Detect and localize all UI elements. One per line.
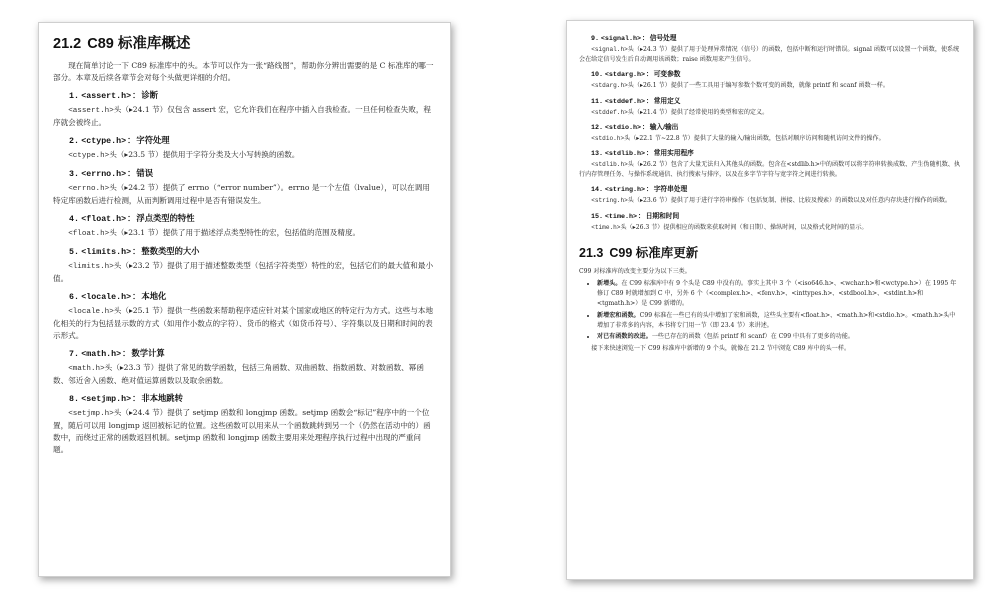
- header-code: <locale.h>: [68, 308, 114, 316]
- header-code: <string.h>: [591, 197, 628, 205]
- right-page: [566, 20, 974, 580]
- header-description-text: 头（▸24.1 节）仅包含 assert 宏，它允许我们在程序中插入自我检查。一旦任何检查失败，程序就会被终止。: [53, 105, 432, 127]
- header-code: <setjmp.h>: [68, 410, 114, 418]
- header-number: 8.: [69, 395, 79, 404]
- header-title: 常用定义: [653, 97, 681, 105]
- header-title: 诊断: [141, 90, 158, 100]
- header-title: 可变参数: [653, 71, 681, 79]
- section-title-21-2: [53, 32, 436, 53]
- header-code: <ctype.h>: [68, 152, 110, 160]
- header-description-text: 头（▸21.4 节）提供了经常使用的类型和宏的定义。: [627, 108, 769, 116]
- header-title: 字符处理: [136, 135, 170, 145]
- header-number: 4.: [69, 215, 79, 224]
- header-number: 11.: [591, 97, 604, 106]
- header-description-text: 头（▸23.1 节）提供了用于描述浮点类型特性的宏，包括值的范围及精度。: [109, 228, 361, 237]
- bullet-lead: 新增头。: [597, 280, 622, 288]
- header-description-text: 头（▸23.3 节）提供了常见的数学函数，包括三角函数、双曲函数、指数函数、对数函数、幂函数、邻近舍入函数、绝对值运算函数以及取余函数。: [53, 363, 424, 385]
- header-number: 13.: [591, 150, 604, 159]
- section-intro: C99 对标准库的改变主要分为以下三类。: [579, 267, 691, 275]
- header-code: <time.h>: [591, 223, 621, 231]
- heading-colon: ：: [132, 291, 141, 301]
- c89-header-list: [53, 89, 436, 456]
- header-description-text: 头（▸26.2 节）包含了大量无法归入其他头的函数。包含在<stdlib.h>中的函数可以将字符串转换成数、产生伪随机数、执行内存管理任务、与操作系统通信、执行搜索与排序，以及在多字节字符与宽字符之间进行转换。: [579, 161, 960, 179]
- header-name: <locale.h>: [81, 293, 132, 302]
- header-code: <signal.h>: [591, 46, 628, 53]
- header-number: 10.: [591, 71, 604, 80]
- header-description-text: 头（▸23.5 节）提供用于字符分类及大小写转换的函数。: [109, 150, 300, 159]
- header-description-text: 头（▸24.2 节）提供了 errno（“error number”）。errno 是一个左值（lvalue），可以在调用特定库函数后进行检测，从而判断调用过程中是否有错误发生。: [53, 183, 430, 205]
- header-number: 5.: [69, 248, 79, 257]
- header-name: <stdlib.h>: [604, 150, 646, 159]
- heading-colon: ：: [646, 71, 653, 79]
- section-number: 21.3: [579, 245, 604, 260]
- heading-colon: ：: [638, 212, 645, 220]
- heading-colon: ：: [646, 150, 653, 158]
- bullet-lead: 对已有函数的改进。: [597, 333, 652, 341]
- heading-colon: ：: [642, 35, 649, 42]
- header-code: <errno.h>: [68, 185, 110, 193]
- header-heading: [591, 32, 961, 43]
- header-description-text: 头（▸25.1 节）提供一些函数来帮助程序适应针对某个国家或地区的特定行为方式。这些与本地化相关的行为包括显示数的方式（如用作小数点的字符）、货币的格式（如货币符号）、字符集以及日期和时间的表示形式。: [53, 306, 434, 340]
- header-title: 非本地跳转: [141, 393, 183, 403]
- heading-colon: ：: [646, 97, 653, 105]
- intro-paragraph: 现在简单讨论一下 C89 标准库中的头。本节可以作为一张“路线图”，帮助你分辨出需要的是 C 标准库的哪一部分。本章及后续各章节会对每个头做更详细的介绍。: [53, 61, 434, 82]
- header-description-text: 头（▸23.2 节）提供了用于描述整数类型（包括字符类型）特性的宏，包括它们的最大值和最小值。: [53, 261, 434, 283]
- bullet-item: [597, 311, 961, 331]
- header-title: 浮点类型的特性: [136, 213, 195, 223]
- header-heading: [69, 290, 436, 302]
- heading-colon: ：: [642, 123, 649, 131]
- heading-colon: ：: [646, 186, 653, 194]
- header-description: [579, 196, 961, 206]
- header-name: <float.h>: [81, 215, 127, 224]
- header-heading: [591, 183, 961, 194]
- header-description: [53, 305, 436, 342]
- header-name: <assert.h>: [81, 92, 132, 101]
- header-heading: [69, 167, 436, 179]
- header-number: 12.: [591, 123, 604, 132]
- header-number: 3.: [69, 170, 79, 179]
- header-title: 整数类型的大小: [141, 246, 200, 256]
- header-code: <assert.h>: [68, 107, 114, 115]
- bullet-item: [597, 332, 961, 342]
- header-name: <stdio.h>: [604, 123, 642, 132]
- header-description: [53, 260, 436, 285]
- heading-colon: ：: [127, 213, 136, 223]
- header-name: <stddef.h>: [604, 97, 646, 106]
- header-code: <limits.h>: [68, 263, 114, 271]
- header-code: <stdlib.h>: [591, 161, 628, 169]
- section-title-text: C89 标准库概述: [87, 36, 191, 52]
- bullet-text: 一些已存在的函数（包括 printf 和 scanf）在 C99 中具有了更多的功能。: [651, 333, 854, 341]
- closing-paragraph: 接下来快速浏览一下 C99 标准库中新增的 9 个头，就像在 21.2 节中浏览 C89 库中的头一样。: [591, 345, 851, 353]
- header-description: [579, 45, 961, 65]
- header-name: <setjmp.h>: [81, 395, 132, 404]
- header-description-text: 头（▸23.6 节）提供了用于进行字符串操作（包括复制、拼接、比较及搜索）的函数以及对任意内存块进行操作的函数。: [627, 197, 952, 205]
- heading-colon: ：: [132, 246, 141, 256]
- bullet-text: C99 标准在一些已有的头中增加了宏和函数，这些头主要有<float.h>、<math.h>和<stdio.h>。<math.h>头中增加了非常多的内容，本书将专门用一节（即 23.4 节）来讲述。: [597, 311, 956, 329]
- c99-change-list: [579, 279, 961, 342]
- header-heading: [69, 134, 436, 146]
- header-description: [53, 104, 436, 129]
- header-code: <stddef.h>: [591, 108, 628, 116]
- header-number: 2.: [69, 137, 79, 146]
- heading-colon: ：: [127, 135, 136, 145]
- header-heading: [591, 147, 961, 158]
- header-name: <math.h>: [81, 350, 122, 359]
- header-number: 14.: [591, 186, 604, 195]
- header-description: [579, 223, 961, 233]
- heading-colon: ：: [132, 90, 141, 100]
- header-title: 数学计算: [131, 348, 165, 358]
- header-code: <float.h>: [68, 230, 110, 238]
- header-number: 6.: [69, 293, 79, 302]
- header-code: <math.h>: [68, 365, 105, 373]
- header-description: [53, 182, 436, 207]
- header-title: 字符串处理: [653, 186, 688, 194]
- header-description-text: 头（▸22.1 节~22.8 节）提供了大量的输入/输出函数，包括对顺序访问和随机访问文件的操作。: [624, 134, 885, 142]
- header-title: 日期和时间: [645, 212, 680, 220]
- header-title: 本地化: [141, 291, 167, 301]
- header-number: 9.: [591, 35, 600, 43]
- header-name: <errno.h>: [81, 170, 127, 179]
- header-description-text: 头（▸26.3 节）提供相应的函数来获取时间（和日期）、操纵时间，以及格式化时间的显示。: [620, 223, 868, 231]
- header-name: <time.h>: [604, 212, 638, 221]
- header-description: [579, 81, 961, 91]
- header-title: 信号处理: [649, 35, 677, 42]
- header-description: [579, 108, 961, 118]
- header-heading: [69, 89, 436, 101]
- header-name: <ctype.h>: [81, 137, 127, 146]
- section-title-21-3: [579, 243, 961, 261]
- header-title: 常用实用程序: [653, 150, 694, 158]
- header-code: <stdarg.h>: [591, 82, 628, 90]
- header-description-text: 头（▸26.1 节）提供了一些工具用于编写参数个数可变的函数，就像 printf 和 scanf 函数一样。: [627, 82, 889, 90]
- heading-colon: ：: [132, 393, 141, 403]
- header-heading: [69, 392, 436, 404]
- header-name: <stdarg.h>: [604, 71, 646, 80]
- bullet-lead: 新增宏和函数。: [597, 311, 640, 319]
- header-heading: [591, 68, 961, 79]
- header-heading: [591, 95, 961, 106]
- header-description-text: 头（▸24.3 节）提供了用于处理异常情况（信号）的函数，包括中断和运行时错误。signal 函数可以设置一个函数，使系统会在给定信号发生后自动调用该函数；raise 函数用来产生信号。: [579, 46, 960, 64]
- header-title: 输入/输出: [649, 123, 679, 131]
- heading-colon: ：: [127, 168, 136, 178]
- left-page: [38, 22, 451, 577]
- section-number: 21.2: [53, 36, 82, 52]
- header-description: [579, 134, 961, 144]
- header-description: [53, 227, 436, 240]
- header-name: <limits.h>: [81, 248, 132, 257]
- header-name: <signal.h>: [600, 35, 642, 43]
- header-number: 7.: [69, 350, 79, 359]
- header-title: 错误: [136, 168, 154, 178]
- bullet-text: 在 C99 标准库中有 9 个头是 C89 中没有的。事实上其中 3 个（<iso646.h>、<wchar.h>和<wctype.h>）在 1995 年修订 C89 时就增加到 C 中，另外 6 个（<complex.h>、<fenv.h>、<inttypes.h>、<stdbool.h>、<stdint.h>和<tgmath.h>）是 C99 新增的。: [597, 280, 957, 308]
- header-heading: [591, 121, 961, 132]
- header-number: 15.: [591, 212, 604, 221]
- header-description: [53, 362, 436, 387]
- header-description: [53, 407, 436, 456]
- header-heading: [69, 245, 436, 257]
- bullet-item: [597, 279, 961, 310]
- header-description: [579, 160, 961, 180]
- c89-header-list-continued: [579, 32, 961, 233]
- header-description-text: 头（▸24.4 节）提供了 setjmp 函数和 longjmp 函数。setjmp 函数会“标记”程序中的一个位置，随后可以用 longjmp 返回被标记的位置。这些函数可以用来从一个函数跳转到另一个（仍然在活动中的）函数中，而绕过正常的函数返回机制。setjmp 函数和 longjmp 函数主要用来处理程序执行过程中出现的严重问题。: [53, 408, 431, 454]
- header-name: <string.h>: [604, 186, 646, 195]
- header-heading: [69, 212, 436, 224]
- header-heading: [69, 347, 436, 359]
- section-title-text: C99 标准库更新: [609, 245, 699, 260]
- header-number: 1.: [69, 92, 79, 101]
- header-heading: [591, 210, 961, 221]
- header-code: <stdio.h>: [591, 134, 625, 142]
- header-description: [53, 149, 436, 162]
- heading-colon: ：: [122, 348, 131, 358]
